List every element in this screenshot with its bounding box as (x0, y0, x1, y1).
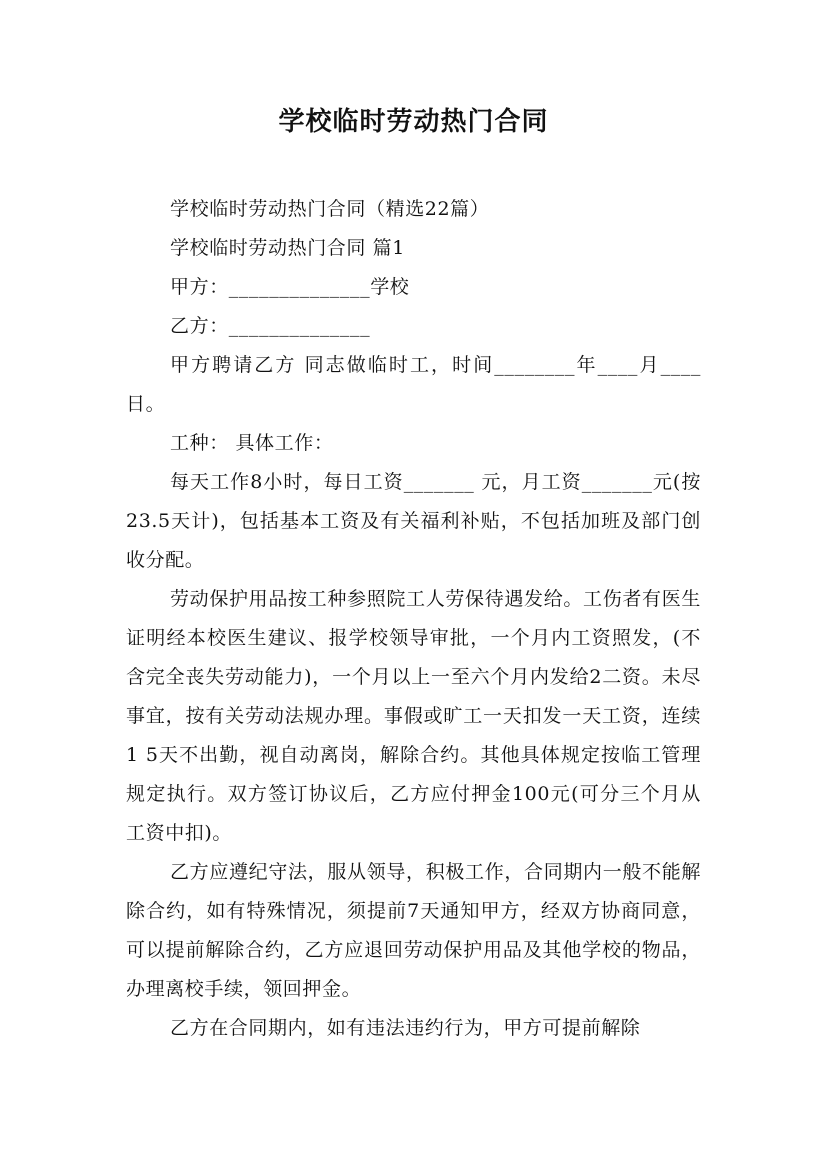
paragraph-party-a: 甲方：______________学校 (170, 276, 410, 298)
paragraph-job-type: 工种： 具体工作： (170, 432, 334, 454)
document-body (126, 190, 701, 1048)
paragraph-subtitle: 学校临时劳动热门合同（精选22篇） (170, 198, 490, 220)
document-title: 学校临时劳动热门合同 (278, 107, 549, 137)
paragraph-violations: 乙方在合同期内，如有违法违约行为，甲方可提前解除 (170, 1017, 641, 1039)
paragraph-party-b: 乙方：______________ (170, 315, 371, 337)
paragraph-section-heading: 学校临时劳动热门合同 篇1 (170, 237, 405, 259)
paragraph-employment-term: 甲方聘请乙方 同志做临时工，时间________年____月____日。 (126, 354, 701, 415)
paragraph-protection-and-leave: 劳动保护用品按工种参照院工人劳保待遇发给。工伤者有医生证明经本校医生建议、报学校领导审批，一个月内工资照发，(不含完全丧失劳动能力)，一个月以上一至六个月内发给2二资。未尽事宜，按有关劳动法规办理。事假或旷工一天扣发一天工资，连续1 5天不出勤，视自动离岗，解除合约。其他具体规定按临工管理规定执行。双方签订协议后，乙方应付押金100元(可分三个月从工资中扣)。 (126, 588, 701, 844)
paragraph-obligations: 乙方应遵纪守法，服从领导，积极工作，合同期内一般不能解除合约，如有特殊情况，须提前7天通知甲方，经双方协商同意，可以提前解除合约，乙方应退回劳动保护用品及其他学校的物品，办理离校手续，领回押金。 (126, 861, 701, 1000)
paragraph-wages: 每天工作8小时，每日工资_______ 元，月工资_______元(按23.5天计)，包括基本工资及有关福利补贴，不包括加班及部门创收分配。 (126, 471, 701, 571)
